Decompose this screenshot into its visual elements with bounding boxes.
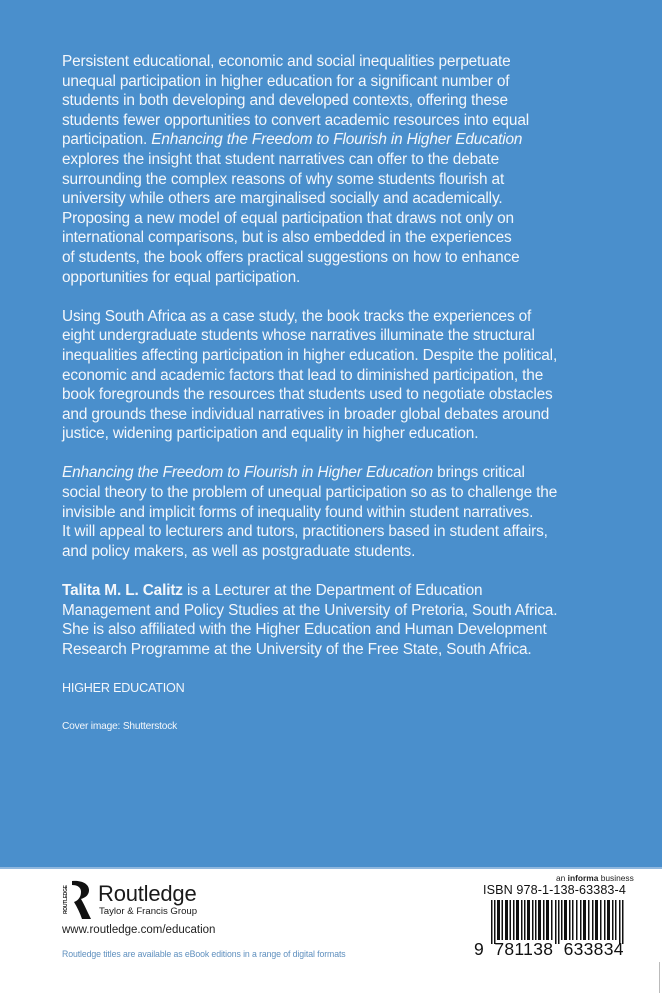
text-line: Research Programme at the University of the Free State, South Africa. (62, 640, 532, 658)
text-line (62, 130, 632, 150)
text-fragment: brings critical (433, 464, 525, 482)
isbn-barcode-icon (491, 900, 625, 944)
ebook-availability-note: Routledge titles are available as eBook editions in a range of digital formats (62, 948, 346, 959)
r-silhouette-icon (70, 880, 92, 920)
text-line: surrounding the complex reasons of why some students flourish at (62, 170, 505, 188)
text-line: Proposing a new model of equal participation that draws not only on (62, 209, 514, 227)
barcode-digits: 9 781138 633834 (474, 939, 624, 959)
text-line: Using South Africa as a case study, the book tracks the experiences of (62, 307, 532, 325)
informa-tagline (556, 873, 634, 883)
routledge-logo (62, 880, 197, 920)
publisher-group: Taylor & Francis Group (99, 905, 198, 917)
author-name: Talita M. L. Calitz (62, 582, 183, 600)
text-line: Persistent educational, economic and social inequalities perpetuate (62, 53, 511, 70)
logo-wordmark (98, 880, 198, 918)
text-line: invisible and implicit forms of inequality found within student narratives. (62, 503, 534, 521)
text-line: international comparisons, but is also embedded in the experiences (62, 229, 512, 247)
text-line: and policy makers, as well as postgraduate students. (62, 542, 416, 560)
book-title-italic: Enhancing the Freedom to Flourish in Higher Education (62, 464, 434, 482)
text-line: It will appeal to lecturers and tutors, practitioners based in student affairs, (62, 523, 548, 541)
author-bio (62, 581, 632, 659)
blurb-paragraph-2 (62, 307, 632, 444)
book-title-italic: Enhancing the Freedom to Flourish in Higher Education (151, 131, 523, 149)
cover-image-credit: Cover image: Shutterstock (62, 721, 178, 732)
text-line: and grounds these individual narratives in broader global debates around (62, 405, 550, 423)
text-line: justice, widening participation and equality in higher education. (62, 425, 479, 443)
publisher-name: Routledge (98, 880, 197, 906)
text-line: university while others are marginalised socially and academically. (62, 190, 503, 208)
publisher-url: www.routledge.com/education (62, 924, 216, 936)
text-line: Management and Policy Studies at the University of Pretoria, South Africa. (62, 601, 558, 619)
text-fragment: an (556, 873, 568, 883)
blurb-paragraph-3 (62, 463, 632, 561)
text-line: book foregrounds the resources that students used to negotiate obstacles (62, 386, 553, 404)
text-line: students in both developing and developed contexts, offering these (62, 92, 508, 110)
text-line (62, 581, 632, 601)
logo-spine-text: ROUTLEDGE (63, 885, 69, 915)
text-line: social theory to the problem of unequal participation so as to challenge the (62, 484, 558, 502)
text-fragment: business (598, 873, 634, 883)
text-line: She is also affiliated with the Higher Education and Human Development (62, 621, 547, 639)
isbn-label: ISBN 978-1-138-63383-4 (483, 883, 626, 897)
blurb-paragraph-1 (62, 52, 632, 287)
informa-brand: informa (567, 873, 599, 883)
text-line: inequalities affecting participation in higher education. Despite the political, (62, 346, 558, 364)
back-cover-blurb (62, 52, 632, 679)
text-line: unequal participation in higher education for a significant number of (62, 72, 510, 90)
text-line (62, 463, 632, 483)
routledge-r-icon (62, 880, 92, 920)
text-line: of students, the book offers practical suggestions on how to enhance (62, 248, 520, 266)
subject-category: HIGHER EDUCATION (62, 681, 185, 695)
text-line: economic and academic factors that lead to diminished participation, the (62, 366, 544, 384)
text-line: opportunities for equal participation. (62, 268, 301, 286)
text-line: explores the insight that student narratives can offer to the debate (62, 150, 499, 168)
text-fragment: participation. (62, 131, 152, 149)
text-fragment: is a Lecturer at the Department of Education (182, 582, 483, 600)
text-line: eight undergraduate students whose narratives illuminate the structural (62, 327, 535, 345)
text-line: students fewer opportunities to convert academic resources into equal (62, 111, 530, 129)
